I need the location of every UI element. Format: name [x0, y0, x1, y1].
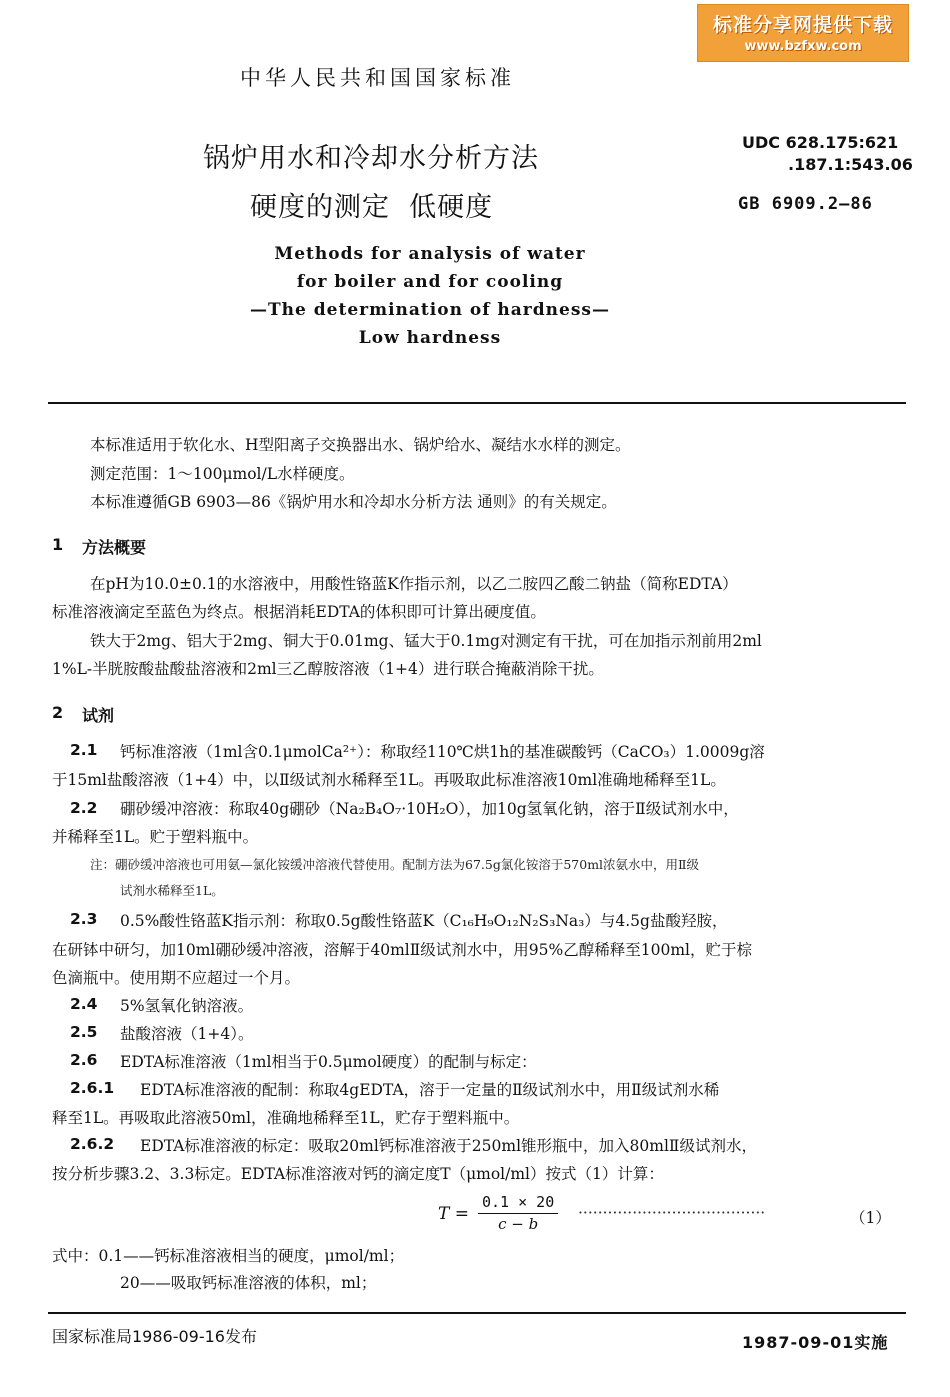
item-2-6-2-number: 2.6.2 — [70, 1135, 115, 1153]
gb-number: GB 6909.2—86 — [738, 194, 873, 214]
section2-title: 试剂 — [82, 706, 115, 725]
watermark-url: www.bzfxw.com — [744, 39, 862, 54]
title-en-line4: Low hardness — [358, 328, 502, 348]
item-2-2-number: 2.2 — [70, 799, 98, 817]
formula-leader: ······································ — [578, 1204, 766, 1222]
section1-p1-line1: 在pH为10.0±0.1的水溶液中，用酸性铬蓝K作指示剂，以乙二胺四乙酸二钠盐（简称EDTA） — [90, 575, 738, 593]
item-2-4-line1: 5%氢氧化钠溶液。 — [120, 997, 254, 1015]
item-2-1-line2: 于15ml盐酸溶液（1+4）中，以Ⅱ级试剂水稀释至1L。再吸取此标准溶液10ml准确地稀释至1L。 — [52, 771, 726, 789]
title-en-line2: for boiler and for cooling — [296, 272, 564, 292]
item-2-1-line1: 钙标准溶液（1ml含0.1μmolCa²⁺）：称取经110℃烘1h的基准碳酸钙（CaCO₃）1.0009g溶 — [120, 743, 765, 761]
note-line2: 试剂水稀释至1L。 — [120, 883, 224, 898]
item-2-3-line3: 色滴瓶中。使用期不应超过一个月。 — [52, 969, 301, 987]
item-2-2-line2: 并稀释至1L。贮于塑料瓶中。 — [52, 828, 259, 846]
item-2-6-2-line1: EDTA标准溶液的标定：吸取20ml钙标准溶液于250ml锥形瓶中，加入80mlⅡ级试剂水， — [140, 1137, 757, 1155]
title-en-line1: Methods for analysis of water — [274, 244, 586, 264]
formula-numerator: 0.1 × 20 — [478, 1193, 558, 1214]
section1-p2-line1: 铁大于2mg、铝大于2mg、铜大于0.01mg、锰大于0.1mg对测定有干扰，可在加指示剂前用2ml — [90, 632, 762, 650]
item-2-6-1-line1: EDTA标准溶液的配制：称取4gEDTA，溶于一定量的Ⅱ级试剂水中，用Ⅱ级试剂水稀 — [140, 1081, 720, 1099]
section1-title: 方法概要 — [82, 538, 147, 557]
item-2-5-number: 2.5 — [70, 1023, 98, 1041]
item-2-2-line1: 硼砂缓冲溶液：称取40g硼砂（Na₂B₄O₇·10H₂O），加10g氢氧化钠，溶于Ⅱ级试剂水中， — [120, 800, 739, 818]
item-2-6-2-line2: 按分析步骤3.2、3.3标定。EDTA标准溶液对钙的滴定度T（μmol/ml）按式（1）计算： — [52, 1165, 664, 1183]
section2-number: 2 — [52, 703, 64, 722]
section1-number: 1 — [52, 535, 64, 554]
watermark-title: 标准分享网提供下载 — [712, 14, 893, 36]
item-2-6-1-line2: 释至1L。再吸取此溶液50ml，准确地稀释至1L，贮存于塑料瓶中。 — [52, 1109, 520, 1127]
header-divider — [48, 402, 906, 404]
where-line1: 式中：0.1——钙标准溶液相当的硬度，μmol/ml； — [52, 1247, 405, 1265]
formula-denominator: c − b — [498, 1215, 539, 1233]
formula-fraction — [478, 1193, 558, 1233]
formula-lhs: T = — [438, 1204, 469, 1224]
footer-divider — [48, 1312, 906, 1314]
intro-line3: 本标准遵循GB 6903—86《锅炉用水和冷却水分析方法 通则》的有关规定。 — [90, 493, 617, 511]
intro-line2: 测定范围：1～100μmol/L水样硬度。 — [90, 465, 355, 483]
effective-date: 1987-09-01实施 — [742, 1333, 889, 1352]
where-line2: 20——吸取钙标准溶液的体积，ml； — [120, 1274, 377, 1292]
item-2-3-line1: 0.5%酸性铬蓝K指示剂：称取0.5g酸性铬蓝K（C₁₆H₉O₁₂N₂S₃Na₃）与4.5g盐酸羟胺， — [120, 912, 728, 930]
section1-p1-line2: 标准溶液滴定至蓝色为终点。根据消耗EDTA的体积即可计算出硬度值。 — [52, 603, 546, 621]
udc-line2: .187.1:543.06 — [788, 155, 913, 174]
issue-date: 国家标准局1986-09-16发布 — [52, 1327, 257, 1346]
watermark-banner — [697, 4, 909, 62]
udc-code — [742, 132, 913, 176]
item-2-3-number: 2.3 — [70, 910, 98, 928]
item-2-3-line2: 在研钵中研匀，加10ml硼砂缓冲溶液，溶解于40mlⅡ级试剂水中，用95%乙醇稀释至100ml，贮于棕 — [52, 941, 752, 959]
item-2-1-number: 2.1 — [70, 741, 98, 759]
item-2-4-number: 2.4 — [70, 995, 98, 1013]
note-line1: 注：硼砂缓冲溶液也可用氨—氯化铵缓冲溶液代替使用。配制方法为67.5g氯化铵溶于570ml浓氨水中，用Ⅱ级 — [90, 857, 700, 872]
udc-line1: UDC 628.175:621 — [742, 133, 899, 152]
item-2-6-number: 2.6 — [70, 1051, 98, 1069]
national-standard-heading: 中华人民共和国国家标准 — [240, 66, 515, 90]
title-cn-line2: 硬度的测定 低硬度 — [250, 192, 494, 223]
title-en-line3: —The determination of hardness— — [250, 300, 610, 320]
item-2-6-1-number: 2.6.1 — [70, 1079, 115, 1097]
section1-p2-line2: 1%L-半胱胺酸盐酸盐溶液和2ml三乙醇胺溶液（1+4）进行联合掩蔽消除干扰。 — [52, 660, 604, 678]
item-2-5-line1: 盐酸溶液（1+4）。 — [120, 1025, 254, 1043]
item-2-6-line1: EDTA标准溶液（1ml相当于0.5μmol硬度）的配制与标定： — [120, 1053, 537, 1071]
title-cn-line1: 锅炉用水和冷却水分析方法 — [203, 143, 539, 174]
intro-line1: 本标准适用于软化水、H型阳离子交换器出水、锅炉给水、凝结水水样的测定。 — [90, 436, 631, 454]
formula-number: （1） — [850, 1209, 891, 1227]
